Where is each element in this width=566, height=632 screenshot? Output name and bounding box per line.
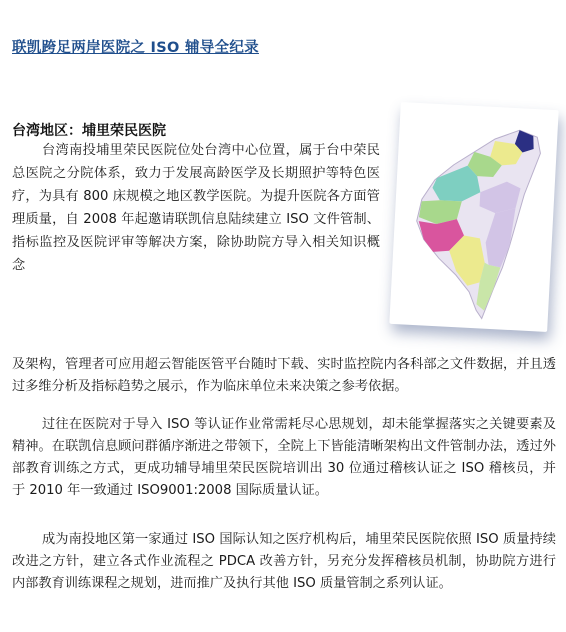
article-title[interactable]: 联凯跨足两岸医院之 ISO 辅导全纪录 xyxy=(12,40,259,56)
paragraph-1-top: 台湾南投埔里荣民医院位处台湾中心位置，属于台中荣民总医院之分院体系，致力于发展高龄医学及长期照护等特色医疗，为具有 800 床规模之地区教学医院。为提升医院各方面管理质量，自 2008 年起邀请联凯信息陆续建立 ISO 文件管制、指标监控及医院评审等解决方案，除协助院方导入相关知识概念 xyxy=(12,143,380,273)
paragraph-2: 过往在医院对于导入 ISO 等认证作业常需耗尽心思规划，却未能掌握落实之关键要素及精神。在联凯信息顾问群循序渐进之带领下，全院上下皆能清晰架构出文件管制办法，透过外部教育训练之方式，更成功辅导埔里荣民医院培训出 30 位通过稽核认证之 ISO 稽核员，并于 2010 年一致通过 ISO9001:2008 国际质量认证。 xyxy=(12,417,556,498)
paragraph-3: 成为南投地区第一家通过 ISO 国际认知之医疗机构后，埔里荣民医院依照 ISO 质量持续改进之方针，建立各式作业流程之 PDCA 改善方针，另充分发挥稽核员机制，协助院方进行内部教育训练课程之规划，进而推广及执行其他 ISO 质量管制之系列认证。 xyxy=(12,532,556,591)
taiwan-map-svg xyxy=(389,102,558,332)
paragraph-1-continued: 及架构，管理者可应用超云智能医管平台随时下载、实时监控院内各科部之文件数据，并且透过多维分析及指标趋势之展示，作为临床单位未来决策之参考依据。 xyxy=(12,357,556,394)
taiwan-map-image xyxy=(389,102,558,332)
section-heading: 台湾地区：埔里荣民医院 xyxy=(12,123,166,139)
